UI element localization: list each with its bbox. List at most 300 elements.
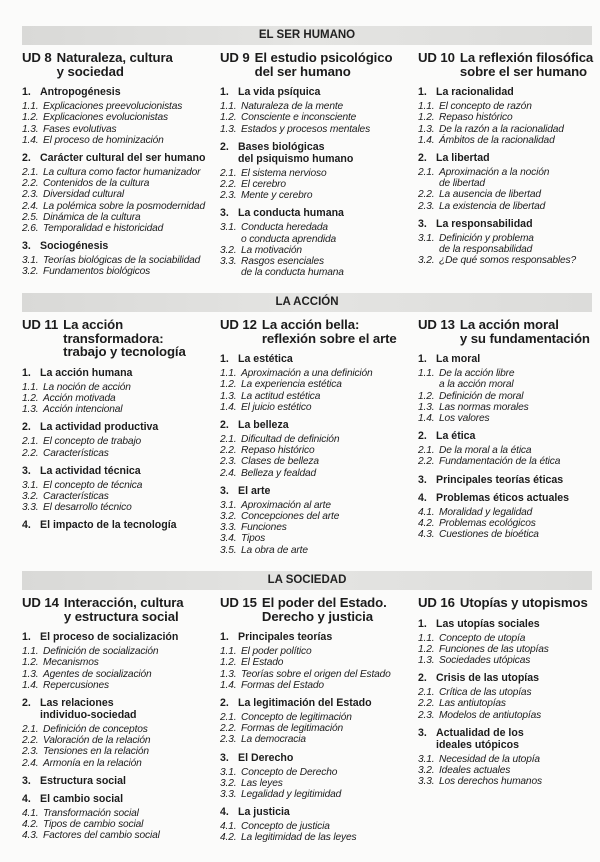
topic-number: 2. [22,152,31,164]
topic-title: Actualidad de los ideales utópicos [436,726,524,751]
subtopic-text: Definición de conceptos [43,724,148,735]
unit-number: UD 11 [22,317,59,332]
unit [418,51,600,272]
subtopic-number: 4.2. [220,832,237,844]
topic-title: La conducta humana [238,207,344,220]
subtopic-text: Fundamentos biológicos [43,266,151,278]
topic [22,86,210,146]
subtopic-number: 2.2. [220,445,237,457]
subtopic-text: Aproximación a la noción de libertad [439,167,550,190]
topic-heading [220,419,408,431]
subtopic-text: ¿De qué somos responsables? [439,255,576,267]
subtopic-text: Temporalidad e historicidad [43,223,164,235]
subtopic-text: Las leyes [241,777,283,789]
subtopic-number: 2.1. [220,712,237,723]
subtopic-text: De la acción libre a la acción moral [439,368,515,391]
subtopic-number: 4.2. [418,517,435,529]
topic-title: La racionalidad [436,86,514,99]
subtopic [220,112,408,123]
subtopic-text: Aproximación al arte [241,499,331,511]
subtopic-number: 3.2. [22,266,39,278]
topic-heading [22,465,210,477]
subtopic [418,507,600,518]
unit-title: El poder del Estado. Derecho y justicia [261,595,387,624]
topic [22,367,210,416]
topic [22,631,210,691]
topic-number: 3. [418,726,427,739]
topic-title: Las utopías sociales [436,617,540,630]
topic [418,152,600,212]
topic-title: Principales teorías [238,631,333,644]
topic-number: 3. [418,473,427,486]
subtopic [418,368,600,390]
subtopic-text: El proceso de hominización [43,134,164,146]
subtopic [220,832,408,843]
topic-heading [418,474,600,486]
subtopic-text: Tipos de cambio social [43,819,144,831]
subtopic-text: Mecanismos [43,657,99,669]
unit-number: UD 13 [418,317,455,332]
subtopic-text: Formas del Estado [241,679,324,691]
subtopic-text: Formas de legitimación [241,723,344,735]
subtopic-text: Ideales actuales [439,765,511,777]
subtopic-text: Funciones de las utopías [439,643,549,655]
topic-number: 2. [418,672,427,685]
subtopic-number: 3.3. [220,522,237,534]
unit-title: La acción transformadora: trabajo y tecnología [63,317,186,360]
topic [220,485,408,556]
subtopic-number: 2.5. [22,211,39,223]
subtopic-number: 1.3. [22,668,39,680]
subtopic-number: 2.3. [418,709,435,721]
topic-heading [418,218,600,230]
subtopic [220,511,408,522]
subtopic-number: 1.3. [220,390,237,402]
subtopic-number: 4.1. [418,506,435,518]
subtopic-text: La ausencia de libertad [439,189,541,201]
subtopic [22,404,210,415]
subtopic [220,680,408,691]
subtopic-number: 2.2. [220,723,237,735]
topic [220,86,408,135]
subtopic [22,266,210,277]
topic-number: 4. [22,792,31,805]
topic-heading [220,631,408,643]
subtopic [220,368,408,379]
subtopic [220,646,408,657]
topic [220,141,408,202]
subtopic-text: Legalidad y legitimidad [241,789,342,801]
topic-heading [220,141,408,165]
topic-heading [418,152,600,164]
subtopic-text: El juicio estético [241,401,312,413]
subtopic [418,112,600,123]
subtopic-number: 2.3. [418,200,435,212]
subtopic-number: 2.1. [220,434,237,445]
topic-number: 1. [418,86,427,99]
subtopic [22,112,210,123]
subtopic-number: 1.4. [220,679,237,691]
subtopic [220,522,408,533]
topic-number: 3. [220,484,229,497]
unit [22,596,210,847]
subtopic-text: Necesidad de la utopía [439,753,540,765]
subtopic-text: Concepto de justicia [241,821,330,833]
topic-title: Las relaciones individuo-sociedad [40,697,137,721]
subtopic [220,500,408,511]
topic-title: El arte [238,484,271,497]
subtopic-text: La motivación [241,244,302,256]
subtopic [22,646,210,657]
unit [22,51,210,284]
subtopic-text: Fundamentación de la ética [439,456,561,468]
subtopic [220,468,408,479]
topic-heading [418,86,600,98]
subtopic [22,189,210,200]
subtopic-text: Definición y problema de la responsabilidad [439,232,534,256]
subtopic-number: 3.1. [220,766,237,778]
topic-number: 4. [418,491,427,504]
subtopic-text: Crítica de las utopías [439,687,532,699]
subtopic [418,698,600,709]
section-header: LA SOCIEDAD [22,571,592,590]
subtopic-text: Repaso histórico [439,112,513,124]
subtopic-number: 2.4. [220,467,237,479]
topic [22,240,210,277]
topic-number: 1. [220,353,229,366]
subtopic-text: Estados y procesos mentales [241,123,371,135]
subtopic [418,633,600,644]
unit-number: UD 8 [22,50,52,65]
topic [220,207,408,278]
topic-heading [220,86,408,98]
topic [418,474,600,486]
topic [22,519,210,531]
unit [22,318,210,537]
subtopic [22,135,210,146]
subtopic-number: 3.1. [22,255,39,267]
subtopic [418,101,600,112]
subtopic [220,669,408,680]
subtopic-text: Repercusiones [43,679,110,691]
subtopic-number: 4.2. [22,819,39,831]
unit [418,596,600,793]
topic-number: 3. [22,240,31,253]
subtopic-text: Acción intencional [43,404,123,416]
subtopic-text: Dinámica de la cultura [43,211,141,223]
unit-heading [418,596,600,610]
topic-title: La moral [436,353,481,366]
subtopic-number: 1.3. [22,123,39,135]
unit-heading [220,51,408,78]
subtopic-text: Explicaciones evolucionistas [43,112,168,124]
section [0,293,600,556]
subtopic-number: 1.3. [418,123,435,135]
subtopic [220,778,408,789]
subtopic [22,724,210,735]
subtopic [220,245,408,256]
subtopic-number: 3.2. [220,511,237,523]
topic-heading [22,421,210,433]
subtopic [418,687,600,698]
topic-number: 3. [418,217,427,230]
subtopic-number: 1.1. [220,368,237,380]
subtopic-number: 2.2. [220,179,237,190]
subtopic-number: 1.3. [418,401,435,413]
subtopic-text: Diversidad cultural [43,189,124,201]
topic-title: Bases biológicas del psiquismo humano [238,140,354,165]
subtopic-text: Tensiones en la relación [43,746,149,758]
subtopic-text: La existencia de libertad [439,200,546,212]
topic [418,353,600,424]
topic-number: 2. [22,421,31,434]
subtopic-number: 3.3. [22,502,39,514]
topic-heading [22,240,210,252]
topic-heading [220,353,408,365]
unit-title: Utopías y utopismos [459,595,588,610]
subtopic-text: Teorías sobre el origen del Estado [241,668,391,680]
topic [220,752,408,801]
subtopic [22,830,210,841]
subtopic-text: De la razón a la racionalidad [439,123,564,135]
subtopic-number: 1.1. [418,632,435,644]
unit-number: UD 16 [418,595,455,610]
topic-title: La responsabilidad [436,217,533,230]
subtopic-number: 3.3. [418,776,435,788]
unit-title: Interacción, cultura y estructura social [63,595,184,624]
topic-heading [22,793,210,805]
subtopic-text: El sistema nervioso [241,167,327,179]
topic-title: La libertad [436,152,490,164]
unit-heading [220,318,408,345]
subtopic-number: 3.2. [418,765,435,777]
subtopic-number: 3.3. [220,789,237,801]
subtopic-text: Los derechos humanos [439,776,542,788]
subtopic [220,124,408,135]
subtopic-text: Acción motivada [43,392,116,404]
subtopic [22,436,210,447]
subtopic-text: Fases evolutivas [43,123,117,135]
subtopic-text: El poder político [241,646,312,658]
topic [22,697,210,769]
topic-title: Crisis de las utopías [436,672,540,685]
subtopic-number: 2.2. [418,189,435,201]
topic-heading [22,519,210,531]
subtopic-text: Modelos de antiutopías [439,709,542,721]
subtopic [220,821,408,832]
subtopic-number: 1.1. [418,368,435,380]
topic-heading [220,207,408,219]
topic-heading [22,775,210,787]
subtopic [418,391,600,402]
unit-heading [22,596,210,623]
subtopic-number: 2.1. [418,687,435,699]
subtopic [22,393,210,404]
subtopic-text: Teorías biológicas de la sociabilidad [43,255,201,267]
subtopic-number: 2.1. [22,724,39,735]
section [0,26,600,279]
topic [418,672,600,721]
subtopic-number: 1.2. [418,390,435,402]
subtopic [418,754,600,765]
topic-heading [220,485,408,497]
topic-title: Sociogénesis [40,240,109,253]
subtopic-text: La actitud estética [241,390,321,402]
subtopic-text: La obra de arte [241,544,308,556]
subtopic-number: 1.4. [418,134,435,146]
subtopic-number: 4.1. [220,821,237,833]
subtopic [418,518,600,529]
subtopic-text: Características [43,447,109,459]
subtopic-number: 2.6. [22,223,39,235]
topic-title: Principales teorías éticas [436,473,564,486]
topic-heading [220,752,408,764]
subtopic-text: Explicaciones preevolucionistas [43,101,183,113]
unit [220,596,408,850]
unit-number: UD 14 [22,595,59,610]
subtopic-text: El Estado [241,657,284,669]
subtopic-text: Funciones [241,522,287,534]
topic-title: La legitimación del Estado [238,697,372,709]
subtopic [22,448,210,459]
subtopic-text: La noción de acción [43,381,131,393]
topic-number: 1. [22,631,31,644]
subtopic-number: 1.3. [220,123,237,135]
subtopic-number: 2.1. [22,436,39,448]
topic-title: La ética [436,430,476,443]
topic-title: El impacto de la tecnología [40,519,177,532]
subtopic-number: 2.2. [22,735,39,747]
subtopic-text: Repaso histórico [241,445,315,457]
unit [220,318,408,562]
subtopic-text: Moralidad y legalidad [439,506,533,518]
subtopic-number: 2.2. [22,447,39,459]
subtopic-text: La legitimidad de las leyes [241,832,357,844]
subtopic-text: El desarrollo técnico [43,502,132,514]
topic-number: 4. [22,519,31,532]
unit-title: El estudio psicológico del ser humano [254,50,393,79]
topic [418,86,600,146]
subtopic-text: Belleza y fealdad [241,467,317,479]
subtopic [22,746,210,757]
topic [418,727,600,788]
subtopic [220,379,408,390]
topic-title: La actividad técnica [40,464,141,477]
subtopic [418,413,600,424]
subtopic [220,712,408,723]
topic-heading [418,492,600,504]
subtopic-number: 1.1. [22,381,39,393]
subtopic-text: Factores del cambio social [43,830,160,842]
subtopic-text: Armonía en la relación [43,757,142,769]
subtopic-text: Conducta heredada o conducta aprendida [241,222,336,245]
subtopic-number: 1.1. [220,101,237,113]
subtopic [220,723,408,734]
subtopic-number: 3.1. [418,232,435,244]
subtopic [220,222,408,244]
topic-heading [418,618,600,630]
subtopic [418,189,600,200]
subtopic-text: El concepto de trabajo [43,436,142,448]
subtopic-text: Los valores [439,413,490,424]
topic-number: 1. [418,617,427,630]
unit-number: UD 10 [418,50,455,65]
subtopic [220,434,408,445]
unit-number: UD 9 [220,50,250,65]
subtopic [418,255,600,266]
unit-title: La acción bella: reflexión sobre el arte [261,317,397,346]
subtopic-text: Las normas morales [439,401,529,413]
topic-title: Carácter cultural del ser humano [40,152,206,164]
topic [220,419,408,479]
subtopic [220,402,408,413]
subtopic-text: Sociedades utópicas [439,655,531,666]
subtopic-number: 1.3. [220,668,237,680]
subtopic [418,765,600,776]
topic [220,806,408,843]
topic-title: El cambio social [40,792,124,805]
topic-number: 2. [22,697,31,709]
unit-heading [220,596,408,623]
unit-heading [418,318,600,345]
subtopic [418,529,600,540]
subtopic-number: 2.1. [22,167,39,178]
unit [418,318,600,546]
topic-title: La vida psíquica [238,86,321,99]
subtopic [22,480,210,491]
subtopic [418,445,600,456]
topic-title: Estructura social [40,774,126,787]
subtopic-number: 1.1. [220,646,237,658]
subtopic-text: Definición de socialización [43,646,159,658]
subtopic [418,135,600,146]
section-header: LA ACCIÓN [22,293,592,312]
subtopic [220,789,408,800]
topic [418,218,600,267]
subtopic-number: 1.2. [418,112,435,124]
subtopic [220,190,408,201]
subtopic [22,502,210,513]
subtopic [22,223,210,234]
subtopic-number: 3.2. [22,491,39,502]
topic-number: 1. [220,631,229,644]
subtopic-text: Agentes de socialización [43,668,152,680]
subtopic [22,201,210,212]
subtopic [22,735,210,746]
subtopic [220,767,408,778]
unit-heading [418,51,600,78]
subtopic [220,545,408,556]
subtopic [418,456,600,467]
subtopic [220,179,408,190]
subtopic-number: 3.3. [220,256,237,268]
subtopic [22,758,210,769]
subtopic-number: 3.2. [220,244,237,256]
subtopic-number: 2.3. [220,456,237,468]
subtopic-number: 4.3. [22,830,39,842]
subtopic-number: 1.2. [220,379,237,391]
topic [22,793,210,842]
subtopic-text: Dificultad de definición [241,434,340,445]
topic [22,421,210,458]
topic-heading [220,806,408,818]
unit-title: La acción moral y su fundamentación [459,317,590,346]
subtopic-text: Problemas ecológicos [439,517,536,529]
subtopic [418,710,600,721]
unit-number: UD 15 [220,595,257,610]
subtopic-number: 2.1. [418,445,435,457]
topic-heading [22,367,210,379]
